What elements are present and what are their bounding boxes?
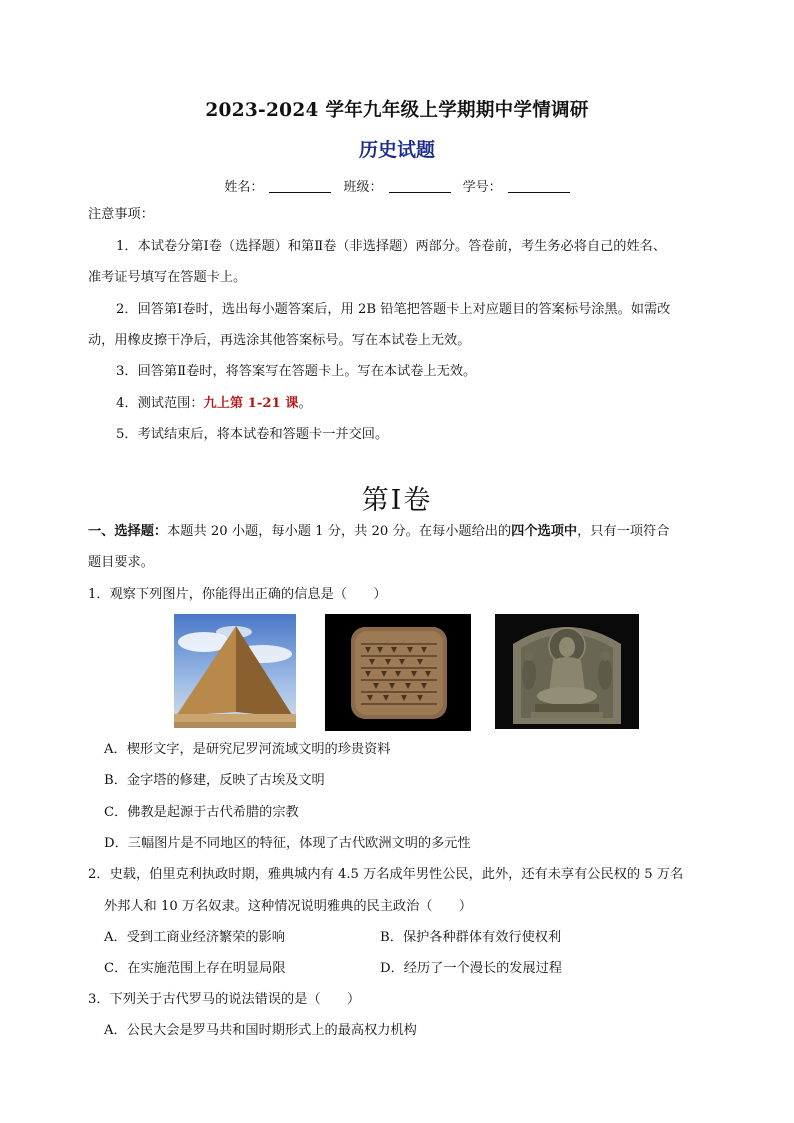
question-3-stem: 3．下列关于古代罗马的说法错误的是（ ） [88,992,361,1007]
section-intro-line-2: 题目要求。 [88,555,154,570]
name-label: 姓名： [224,180,264,195]
class-label: 班级： [343,180,383,195]
name-blank[interactable] [269,179,331,193]
notice-item-2-line-2: 动，用橡皮擦干净后，再选涂其他答案标号。写在本试卷上无效。 [88,333,471,348]
page-title: 2023-2024 学年九年级上学期期中学情调研 [205,100,589,121]
question-2-option-a[interactable]: A．受到工商业经济繁荣的影响 [104,930,285,945]
notice-item-4-suffix: 。 [298,396,312,411]
notice-item-4-prefix: 4．测试范围： [116,396,204,411]
question-1-stem: 1．观察下列图片，你能得出正确的信息是（ ） [88,587,387,602]
question-1-option-d[interactable]: D．三幅图片是不同地区的特征，体现了古代欧洲文明的多元性 [104,836,471,851]
question-1-option-a[interactable]: A．楔形文字，是研究尼罗河流域文明的珍贵资料 [104,742,391,757]
test-range: 九上第 1-21 课 [203,396,299,411]
question-2-option-b[interactable]: B．保护各种群体有效行使权利 [380,930,562,945]
question-2-option-c[interactable]: C．在实施范围上存在明显局限 [104,961,286,976]
question-2-option-d[interactable]: D．经历了一个漫长的发展过程 [380,961,563,976]
notice-item-2-line-1: 2．回答第Ⅰ卷时，选出每小题答案后，用 2B 铅笔把答题卡上对应题目的答案标号涂黑。如需改 [116,302,671,317]
page-subtitle: 历史试题 [358,139,435,161]
section-intro-emphasis: 四个选项中 [511,524,578,539]
section-intro-tail: ，只有一项符合 [577,524,670,539]
cuneiform-tablet-image [325,614,471,731]
id-blank[interactable] [508,179,570,193]
section-heading: 第Ⅰ卷 [361,485,433,516]
section-intro-body: 本题共 20 小题，每小题 1 分，共 20 分。在每小题给出的 [167,524,512,539]
notice-item-3: 3．回答第Ⅱ卷时，将答案写在答题卡上。写在本试卷上无效。 [116,364,477,379]
question-2-stem-line-1: 2．史载，伯里克利执政时期，雅典城内有 4.5 万名成年男性公民，此外，还有未享有公民权的 5 万名 [88,867,684,882]
notice-item-1-line-1: 1．本试卷分第Ⅰ卷（选择题）和第Ⅱ卷（非选择题）两部分。答卷前，考生务必将自己的姓名、 [116,239,667,254]
id-label: 学号： [462,180,502,195]
notice-heading: 注意事项： [88,207,154,222]
student-info-line [0,176,794,195]
class-blank[interactable] [389,179,451,193]
section-intro-label: 一、选择题： [88,524,168,539]
question-1-option-b[interactable]: B．金字塔的修建，反映了古埃及文明 [104,773,325,788]
notice-item-4 [116,394,312,414]
question-2-stem-line-2: 外邦人和 10 万名奴隶。这种情况说明雅典的民主政治（ ） [104,899,473,914]
notice-item-1-line-2: 准考证号填写在答题卡上。 [88,270,247,285]
notice-item-5: 5．考试结束后，将本试卷和答题卡一并交回。 [116,427,389,442]
buddha-relief-image [495,614,639,729]
section-intro-line-1 [88,522,669,542]
question-1-option-c[interactable]: C．佛教是起源于古代希腊的宗教 [104,805,299,820]
question-3-option-a[interactable]: A．公民大会是罗马共和国时期形式上的最高权力机构 [104,1023,417,1038]
pyramid-image [174,614,296,728]
